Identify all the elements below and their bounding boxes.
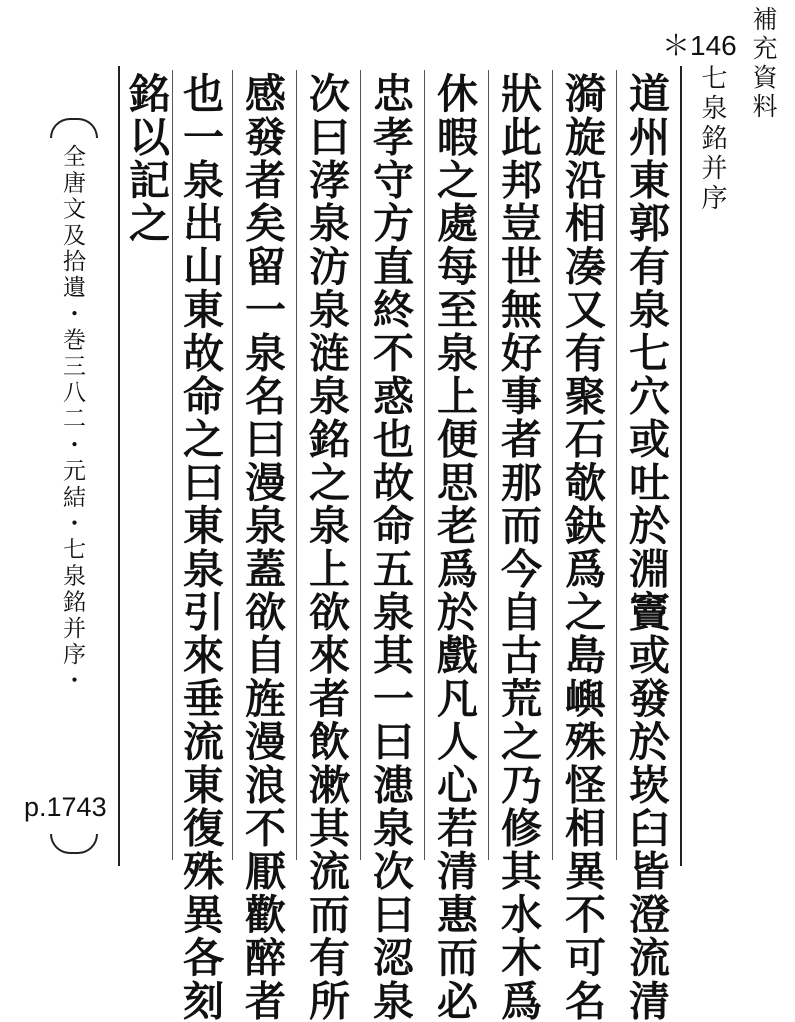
source-citation: 全唐文及拾遺・巻三八二・元結・七泉銘并序・ (59, 144, 85, 695)
entry-number: ＊146 (662, 30, 737, 61)
text-column-8: 也一泉出山東故命之曰東泉引來垂流東復殊異各刻 (176, 72, 224, 1022)
text-column-3: 狀此邦豈世無好事者那而今自古荒之乃修其水木爲 (494, 72, 542, 1022)
column-rule (680, 66, 682, 866)
column-rule (552, 70, 553, 860)
source-bracket-top (50, 118, 98, 138)
text-column-5: 忠孝守方直終不惑也故命五泉其一曰漶泉次曰涊泉 (366, 72, 414, 1022)
text-column-1: 道州東郭有泉七穴或吐於淵竇或發於崁臼皆澄流清 (622, 72, 670, 1022)
source-page: p.1743 (24, 792, 107, 822)
column-rule (296, 70, 297, 860)
source-bracket-bottom (50, 834, 98, 854)
column-rule (488, 70, 489, 860)
column-rule (616, 70, 617, 860)
column-rule (172, 70, 173, 860)
column-rule (424, 70, 425, 860)
entry-title: 七泉銘并序 (697, 64, 727, 214)
text-column-9: 銘以記之 (122, 72, 170, 245)
column-rule (360, 70, 361, 860)
column-rule (118, 66, 120, 866)
text-column-7: 感發者矣留一泉名曰漫泉蓋欲自旌漫浪不厭歡醉者 (238, 72, 286, 1022)
text-column-6: 次曰涍泉汸泉涟泉銘之泉上欲來者飲漱其流而有所 (302, 72, 350, 1022)
category-label: 補充資料 (749, 6, 778, 122)
text-column-4: 休暇之處每至泉上便思老爲於戲凡人心若清惠而必 (430, 72, 478, 1022)
text-column-2: 漪旋沿相凑又有聚石欹鈌爲之島嶼殊怪相異不可名 (558, 72, 606, 1022)
column-rule (232, 70, 233, 860)
